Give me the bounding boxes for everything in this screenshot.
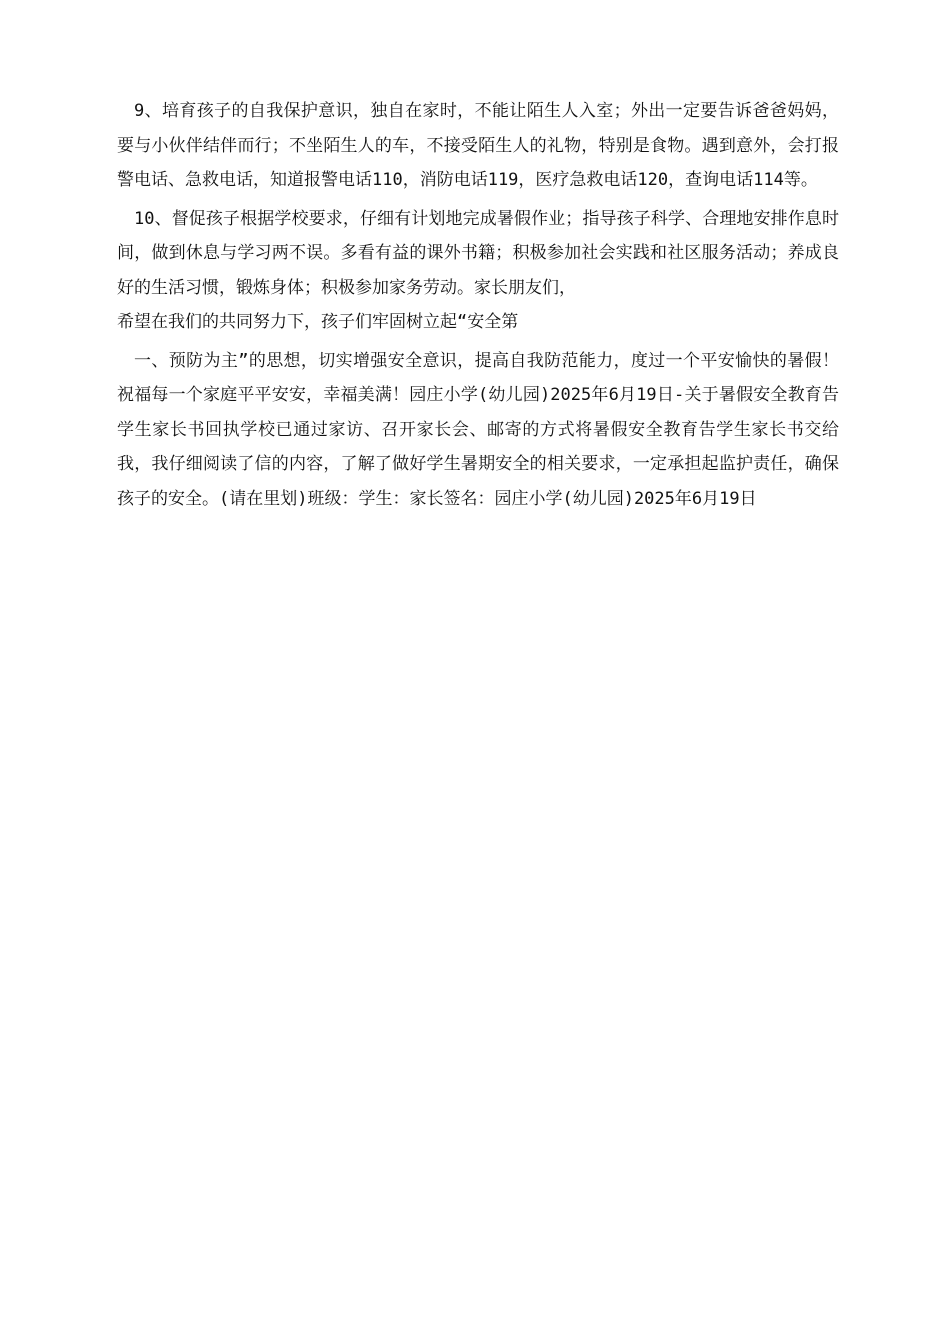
paragraph-closing-receipt: 一、预防为主”的思想，切实增强安全意识，提高自我防范能力，度过一个平安愉快的暑假！祝福每一个家庭平平安安，幸福美满！园庄小学(幼儿园)2025年6月19日-关于暑假安全教育告学生家长书回执学校已通过家访、召开家长会、邮寄的方式将暑假安全教育告学生家长书交给我，我仔细阅读了信的内容，了解了做好学生暑期安全的相关要求，一定承担起监护责任，确保孩子的安全。(请在里划)班级：学生：家长签名：园庄小学(幼儿园)2025年6月19日: [117, 350, 839, 509]
paragraph-summer-homework: 10、督促孩子根据学校要求，仔细有计划地完成暑假作业；指导孩子科学、合理地安排作息时间，做到休息与学习两不误。多看有益的课外书籍；积极参加社会实践和社区服务活动；养成良好的生活习惯，锻炼身体；积极参加家务劳动。家长朋友们，: [117, 208, 839, 298]
document-body: [117, 94, 839, 520]
paragraph-safety-awareness: 9、培育孩子的自我保护意识，独自在家时，不能让陌生人入室；外出一定要告诉爸爸妈妈，要与小伙伴结伴而行；不坐陌生人的车，不接受陌生人的礼物，特别是食物。遇到意外，会打报警电话、急救电话，知道报警电话110，消防电话119，医疗急救电话120，查询电话114等。: [117, 101, 839, 190]
paragraph-hope-line: 希望在我们的共同努力下，孩子们牢固树立起“安全第: [117, 312, 519, 332]
